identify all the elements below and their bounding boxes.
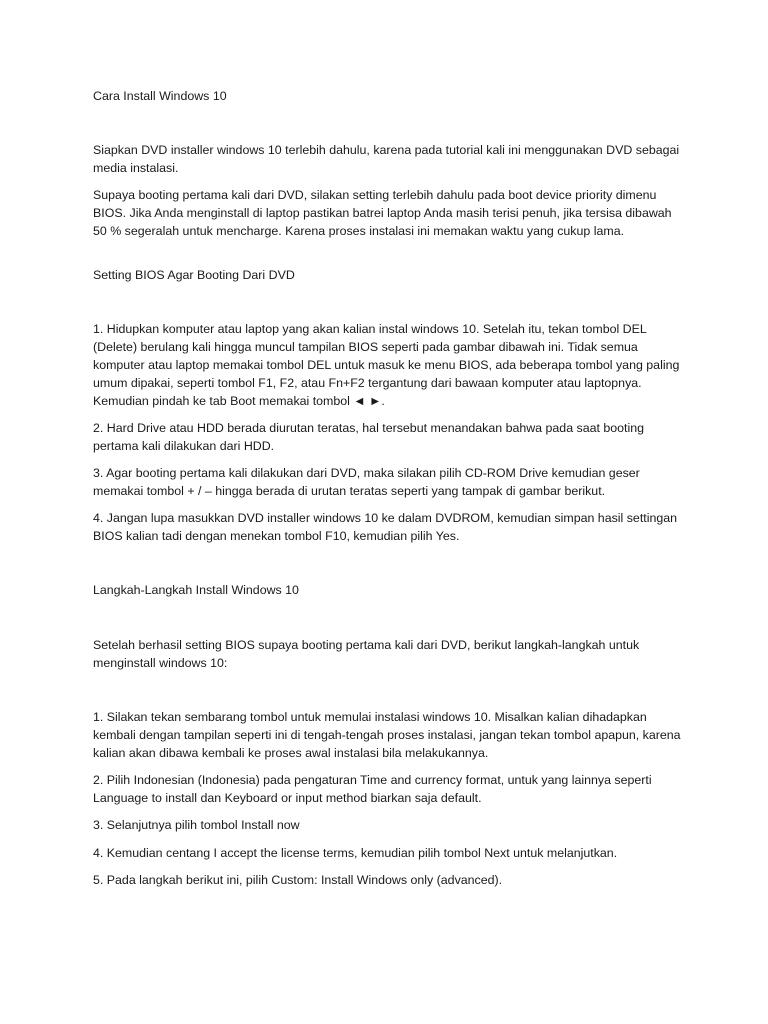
section-heading-bios: Setting BIOS Agar Booting Dari DVD [93,268,295,282]
install-step-2: 2. Pilih Indonesian (Indonesia) pada pengaturan Time and currency format, untuk yang lainnya seperti Language to install dan Keyboard or input method biarkan saja default. [93,773,652,805]
install-step-1: 1. Silakan tekan sembarang tombol untuk memulai instalasi windows 10. Misalkan kalian dihadapkan kembali dengan tampilan seperti ini di tengah-tengah proses instalasi, jangan tekan tombol apapun, karena kalian akan dibawa kembali ke proses awal instalasi bila melakukannya. [93,710,681,760]
install-step-5: 5. Pada langkah berikut ini, pilih Custom: Install Windows only (advanced). [93,873,503,887]
bios-step-1: 1. Hidupkan komputer atau laptop yang akan kalian instal windows 10. Setelah itu, tekan tombol DEL (Delete) berulang kali hingga muncul tampilan BIOS seperti pada gambar dibawah ini. Tidak semua komputer atau laptop memakai tombol DEL untuk masuk ke menu BIOS, ada beberapa tombol yang paling umum dipakai, seperti tombol F1, F2, atau Fn+F2 tergantung dari bawaan komputer atau laptopnya. Kemudian pindah ke tab Boot memakai tombol ◄ ►. [93,322,680,408]
section-heading-install: Langkah-Langkah Install Windows 10 [93,583,299,597]
intro-paragraph-2: Supaya booting pertama kali dari DVD, silakan setting terlebih dahulu pada boot device priority dimenu BIOS. Jika Anda menginstall di laptop pastikan batrei laptop Anda masih terisi penuh, jika tersisa dibawah 50 % segeralah untuk mencharge. Karena proses instalasi ini memakan waktu yang cukup lama. [93,188,672,238]
bios-step-2: 2. Hard Drive atau HDD berada diurutan teratas, hal tersebut menandakan bahwa pada saat booting pertama kali dilakukan dari HDD. [93,421,645,453]
document-title: Cara Install Windows 10 [93,89,227,103]
install-intro-paragraph: Setelah berhasil setting BIOS supaya booting pertama kali dari DVD, berikut langkah-langkah untuk menginstall windows 10: [93,638,640,670]
bios-step-4: 4. Jangan lupa masukkan DVD installer windows 10 ke dalam DVDROM, kemudian simpan hasil settingan BIOS kalian tadi dengan menekan tombol F10, kemudian pilih Yes. [93,511,678,543]
install-step-3: 3. Selanjutnya pilih tombol Install now [93,818,300,832]
intro-paragraph-1: Siapkan DVD installer windows 10 terlebih dahulu, karena pada tutorial kali ini menggunakan DVD sebagai media instalasi. [93,143,680,175]
bios-step-3: 3. Agar booting pertama kali dilakukan dari DVD, maka silakan pilih CD-ROM Drive kemudian geser memakai tombol + / – hingga berada di urutan teratas seperti yang tampak di gambar berikut. [93,466,640,498]
install-step-4: 4. Kemudian centang I accept the license terms, kemudian pilih tombol Next untuk melanjutkan. [93,846,618,860]
